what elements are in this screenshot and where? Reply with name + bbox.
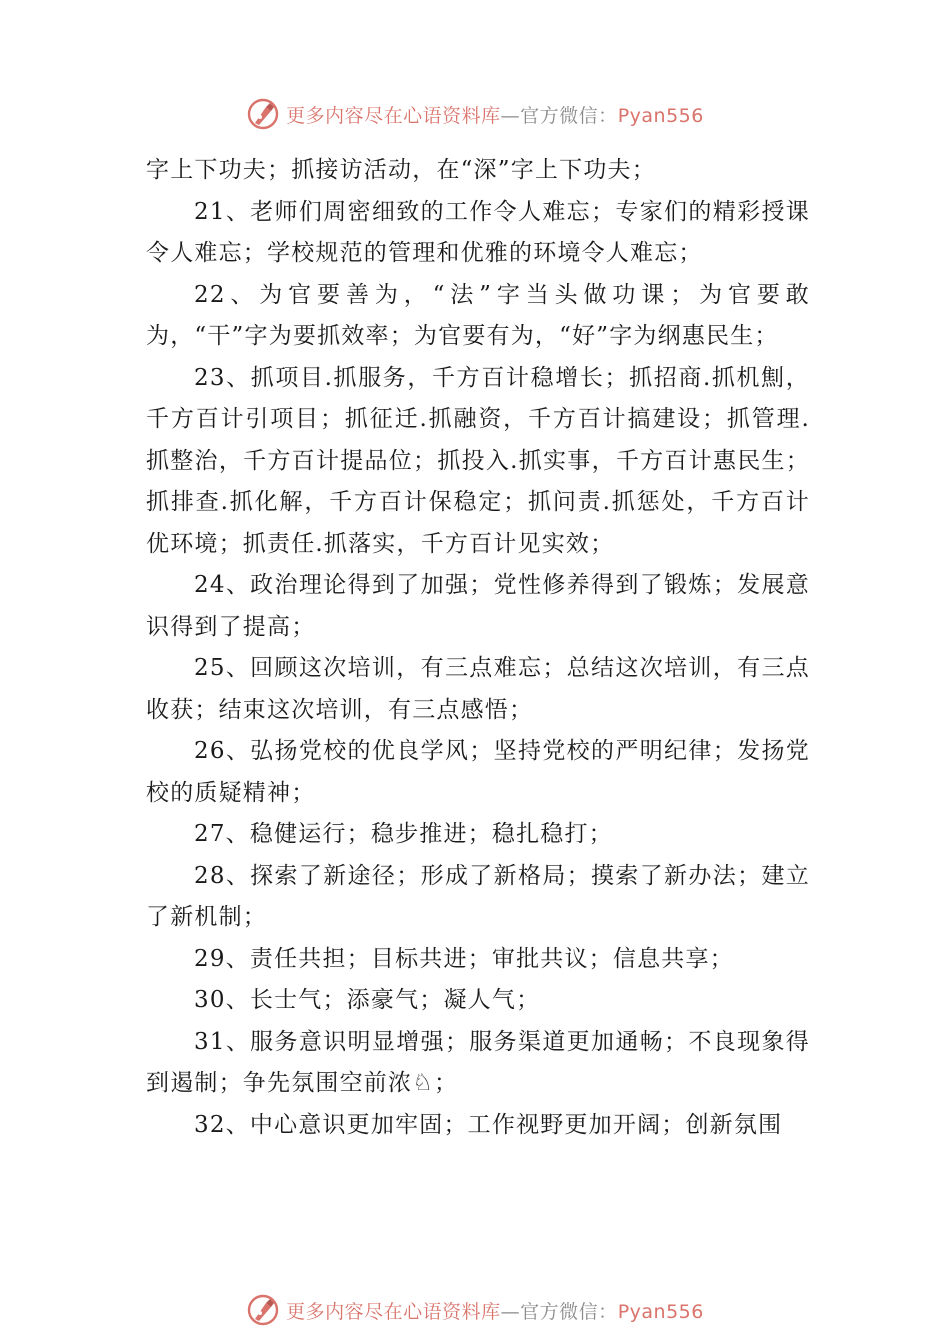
pen-nib-logo-icon (246, 97, 280, 131)
paragraph-item-23: 23、抓项目.抓服务，千方百计稳增长；抓招商.抓机劁，千方百计引项目；抓征迁.抓融资，千方百计搞建设；抓管理.抓整治，千方百计提品位；抓投入.抓实事，千方百计惠民生；抓排查.抓化解，千方百计保稳定；抓问责.抓惩处，千方百计优环境；抓责任.抓落实，千方百计见实效； (146, 364, 810, 557)
paragraph-item-32: 32、中心意识更加牢固；工作视野更加开阔；创新氛围 (194, 1111, 783, 1138)
paragraph-item-22: 22、为官要善为，“法”字当头做功课；为官要敢为，“干”字为要抓效率；为官要有为，“好”字为纲惠民生； (146, 281, 810, 349)
paragraph-item-29: 29、责任共担；目标共进；审批共议；信息共享； (194, 945, 734, 972)
paragraph-item-21: 21、老师们周密细致的工作令人难忘；专家们的精彩授课令人难忘；学校规范的管理和优雅的环境令人难忘； (146, 198, 810, 266)
watermark-separator: —官方微信： (500, 1300, 618, 1323)
document-body (146, 150, 810, 1146)
paragraph-item-24: 24、政治理论得到了加强；党性修养得到了锻炼；发展意识得到了提高； (146, 572, 810, 640)
watermark-code: Pyan556 (617, 1300, 704, 1323)
watermark-text (286, 1297, 704, 1324)
paragraph-item-25: 25、回顾这次培训，有三点难忘；总结这次培训，有三点收获；结束这次培训，有三点感悟； (146, 655, 810, 723)
header-watermark (0, 94, 950, 134)
paragraph-item-27: 27、稳健运行；稳步推进；稳扎稳打； (194, 821, 613, 847)
watermark-code: Pyan556 (617, 104, 704, 127)
paragraph-item-30: 30、长士气；添豪气；凝人气； (194, 987, 541, 1013)
paragraph-item-31: 31、服务意识明显增强；服务渠道更加通畅；不良现象得到遏制；争先氛围空前浓♘； (146, 1028, 810, 1096)
paragraph-item-26: 26、弘扬党校的优良学风；坚持党校的严明纪律；发扬党校的质疑精神； (146, 738, 810, 806)
watermark-separator: —官方微信： (500, 104, 618, 127)
watermark-main: 更多内容尽在心语资料库 (286, 104, 501, 127)
paragraph-continuation: 字上下功夫；抓接访活动，在“深”字上下功夫； (146, 157, 656, 183)
paragraph-item-28: 28、探索了新途径；形成了新格局；摸索了新办法；建立了新机制； (146, 862, 810, 930)
watermark-text (286, 101, 704, 128)
footer-watermark (0, 1290, 950, 1330)
watermark-main: 更多内容尽在心语资料库 (286, 1300, 501, 1323)
pen-nib-logo-icon (246, 1293, 280, 1327)
